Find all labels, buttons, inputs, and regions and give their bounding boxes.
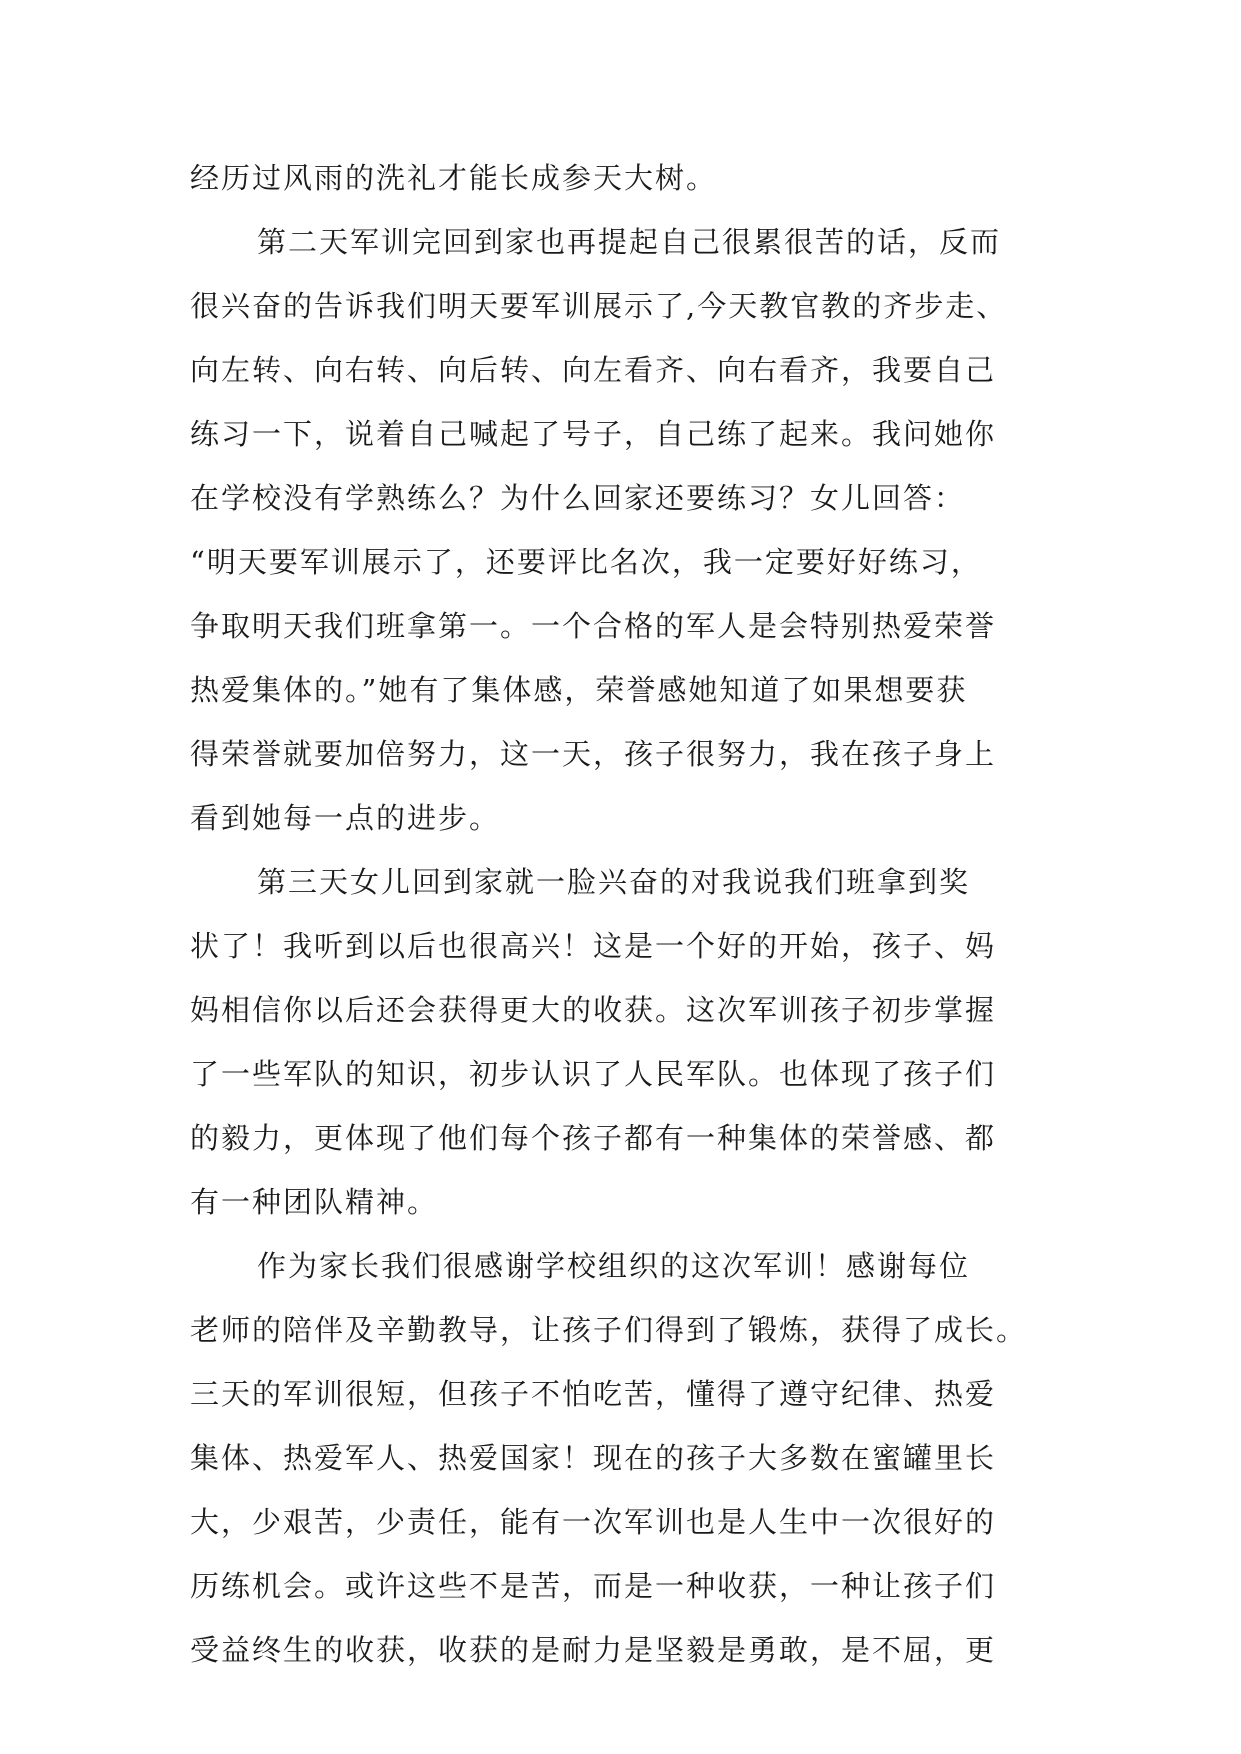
text-line: 的毅力，更体现了他们每个孩子都有一种集体的荣誉感、都 — [190, 1121, 997, 1155]
text-line: 向左转、向右转、向后转、向左看齐、向右看齐，我要自己 — [190, 353, 997, 387]
text-line: 看到她每一点的进步。 — [190, 801, 501, 835]
text-line: 妈相信你以后还会获得更大的收获。这次军训孩子初步掌握 — [190, 993, 997, 1027]
text-line: 在学校没有学熟练么？为什么回家还要练习？女儿回答： — [190, 481, 966, 515]
text-line: 经历过风雨的洗礼才能长成参天大树。 — [190, 161, 718, 195]
text-line: “明天要军训展示了，还要评比名次，我一定要好好练习， — [190, 545, 982, 579]
text-line: 状了！我听到以后也很高兴！这是一个好的开始，孩子、妈 — [190, 929, 997, 963]
text-line: 大，少艰苦，少责任，能有一次军训也是人生中一次很好的 — [190, 1505, 997, 1539]
text-line: 三天的军训很短，但孩子不怕吃苦，懂得了遵守纪律、热爱 — [190, 1377, 997, 1411]
text-line: 很兴奋的告诉我们明天要军训展示了,今天教官教的齐步走、 — [190, 289, 1008, 323]
text-line: 老师的陪伴及辛勤教导，让孩子们得到了锻炼，获得了成长。 — [190, 1313, 1028, 1347]
paragraph-first-line: 第二天军训完回到家也再提起自己很累很苦的话，反而 — [257, 225, 1002, 259]
text-line: 练习一下，说着自己喊起了号子，自己练了起来。我问她你 — [190, 417, 997, 451]
paragraph-first-line: 第三天女儿回到家就一脸兴奋的对我说我们班拿到奖 — [257, 865, 971, 899]
text-line: 有一种团队精神。 — [190, 1185, 439, 1219]
text-line: 热爱集体的。”她有了集体感，荣誉感她知道了如果想要获 — [190, 673, 968, 707]
text-line: 受益终生的收获，收获的是耐力是坚毅是勇敢，是不屈，更 — [190, 1633, 997, 1667]
text-line: 了一些军队的知识，初步认识了人民军队。也体现了孩子们 — [190, 1057, 997, 1091]
text-line: 得荣誉就要加倍努力，这一天，孩子很努力，我在孩子身上 — [190, 737, 997, 771]
paragraph-first-line: 作为家长我们很感谢学校组织的这次军训！感谢每位 — [257, 1249, 971, 1283]
text-line: 争取明天我们班拿第一。一个合格的军人是会特别热爱荣誉 — [190, 609, 997, 643]
text-line: 集体、热爱军人、热爱国家！现在的孩子大多数在蜜罐里长 — [190, 1441, 997, 1475]
text-line: 历练机会。或许这些不是苦，而是一种收获，一种让孩子们 — [190, 1569, 997, 1603]
